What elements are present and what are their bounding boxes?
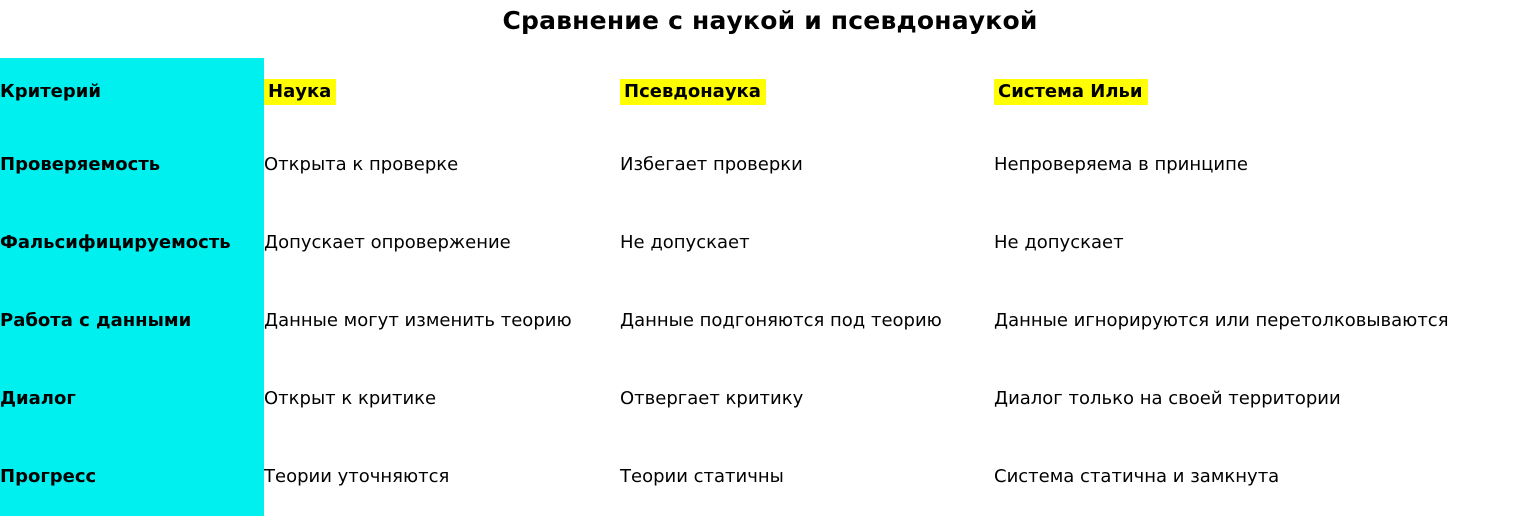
row-criterion: Работа с данными bbox=[0, 309, 192, 331]
row-ilya-system-value: Диалог только на своей территории bbox=[994, 387, 1341, 409]
table-row bbox=[0, 282, 1540, 360]
table-row bbox=[0, 204, 1540, 282]
row-ilya-system-value: Система статична и замкнута bbox=[994, 465, 1280, 487]
column-header-ilya-system: Система Ильи bbox=[994, 79, 1148, 106]
row-pseudoscience-value: Не допускает bbox=[620, 231, 750, 253]
row-science-value: Допускает опровержение bbox=[264, 231, 511, 253]
row-ilya-system-value: Не допускает bbox=[994, 231, 1124, 253]
row-pseudoscience-value: Отвергает критику bbox=[620, 387, 804, 409]
row-criterion: Фальсифицируемость bbox=[0, 231, 231, 253]
table-row bbox=[0, 438, 1540, 516]
row-criterion: Прогресс bbox=[0, 465, 97, 487]
row-ilya-system-value: Данные игнорируются или перетолковываются bbox=[994, 309, 1449, 331]
row-science-value: Данные могут изменить теорию bbox=[264, 309, 572, 331]
column-header-pseudoscience: Псевдонаука bbox=[620, 79, 766, 106]
column-header-pseudoscience-cell bbox=[620, 58, 994, 126]
row-pseudoscience-value: Теории статичны bbox=[620, 465, 784, 487]
comparison-table bbox=[0, 58, 1540, 516]
table-header-row bbox=[0, 58, 1540, 126]
page-title: Сравнение с наукой и псевдонаукой bbox=[502, 6, 1038, 35]
column-header-science-cell bbox=[264, 58, 620, 126]
column-header-science: Наука bbox=[264, 79, 336, 106]
row-science-value: Теории уточняются bbox=[264, 465, 450, 487]
column-header-ilya-system-cell bbox=[994, 58, 1540, 126]
table-row bbox=[0, 360, 1540, 438]
row-ilya-system-value: Непроверяема в принципе bbox=[994, 153, 1248, 175]
row-pseudoscience-value: Данные подгоняются под теорию bbox=[620, 309, 942, 331]
row-science-value: Открыт к критике bbox=[264, 387, 437, 409]
row-criterion: Проверяемость bbox=[0, 153, 161, 175]
row-criterion: Диалог bbox=[0, 387, 76, 409]
row-pseudoscience-value: Избегает проверки bbox=[620, 153, 803, 175]
row-science-value: Открыта к проверке bbox=[264, 153, 459, 175]
table-row bbox=[0, 126, 1540, 204]
column-header-criterion: Критерий bbox=[0, 80, 101, 102]
